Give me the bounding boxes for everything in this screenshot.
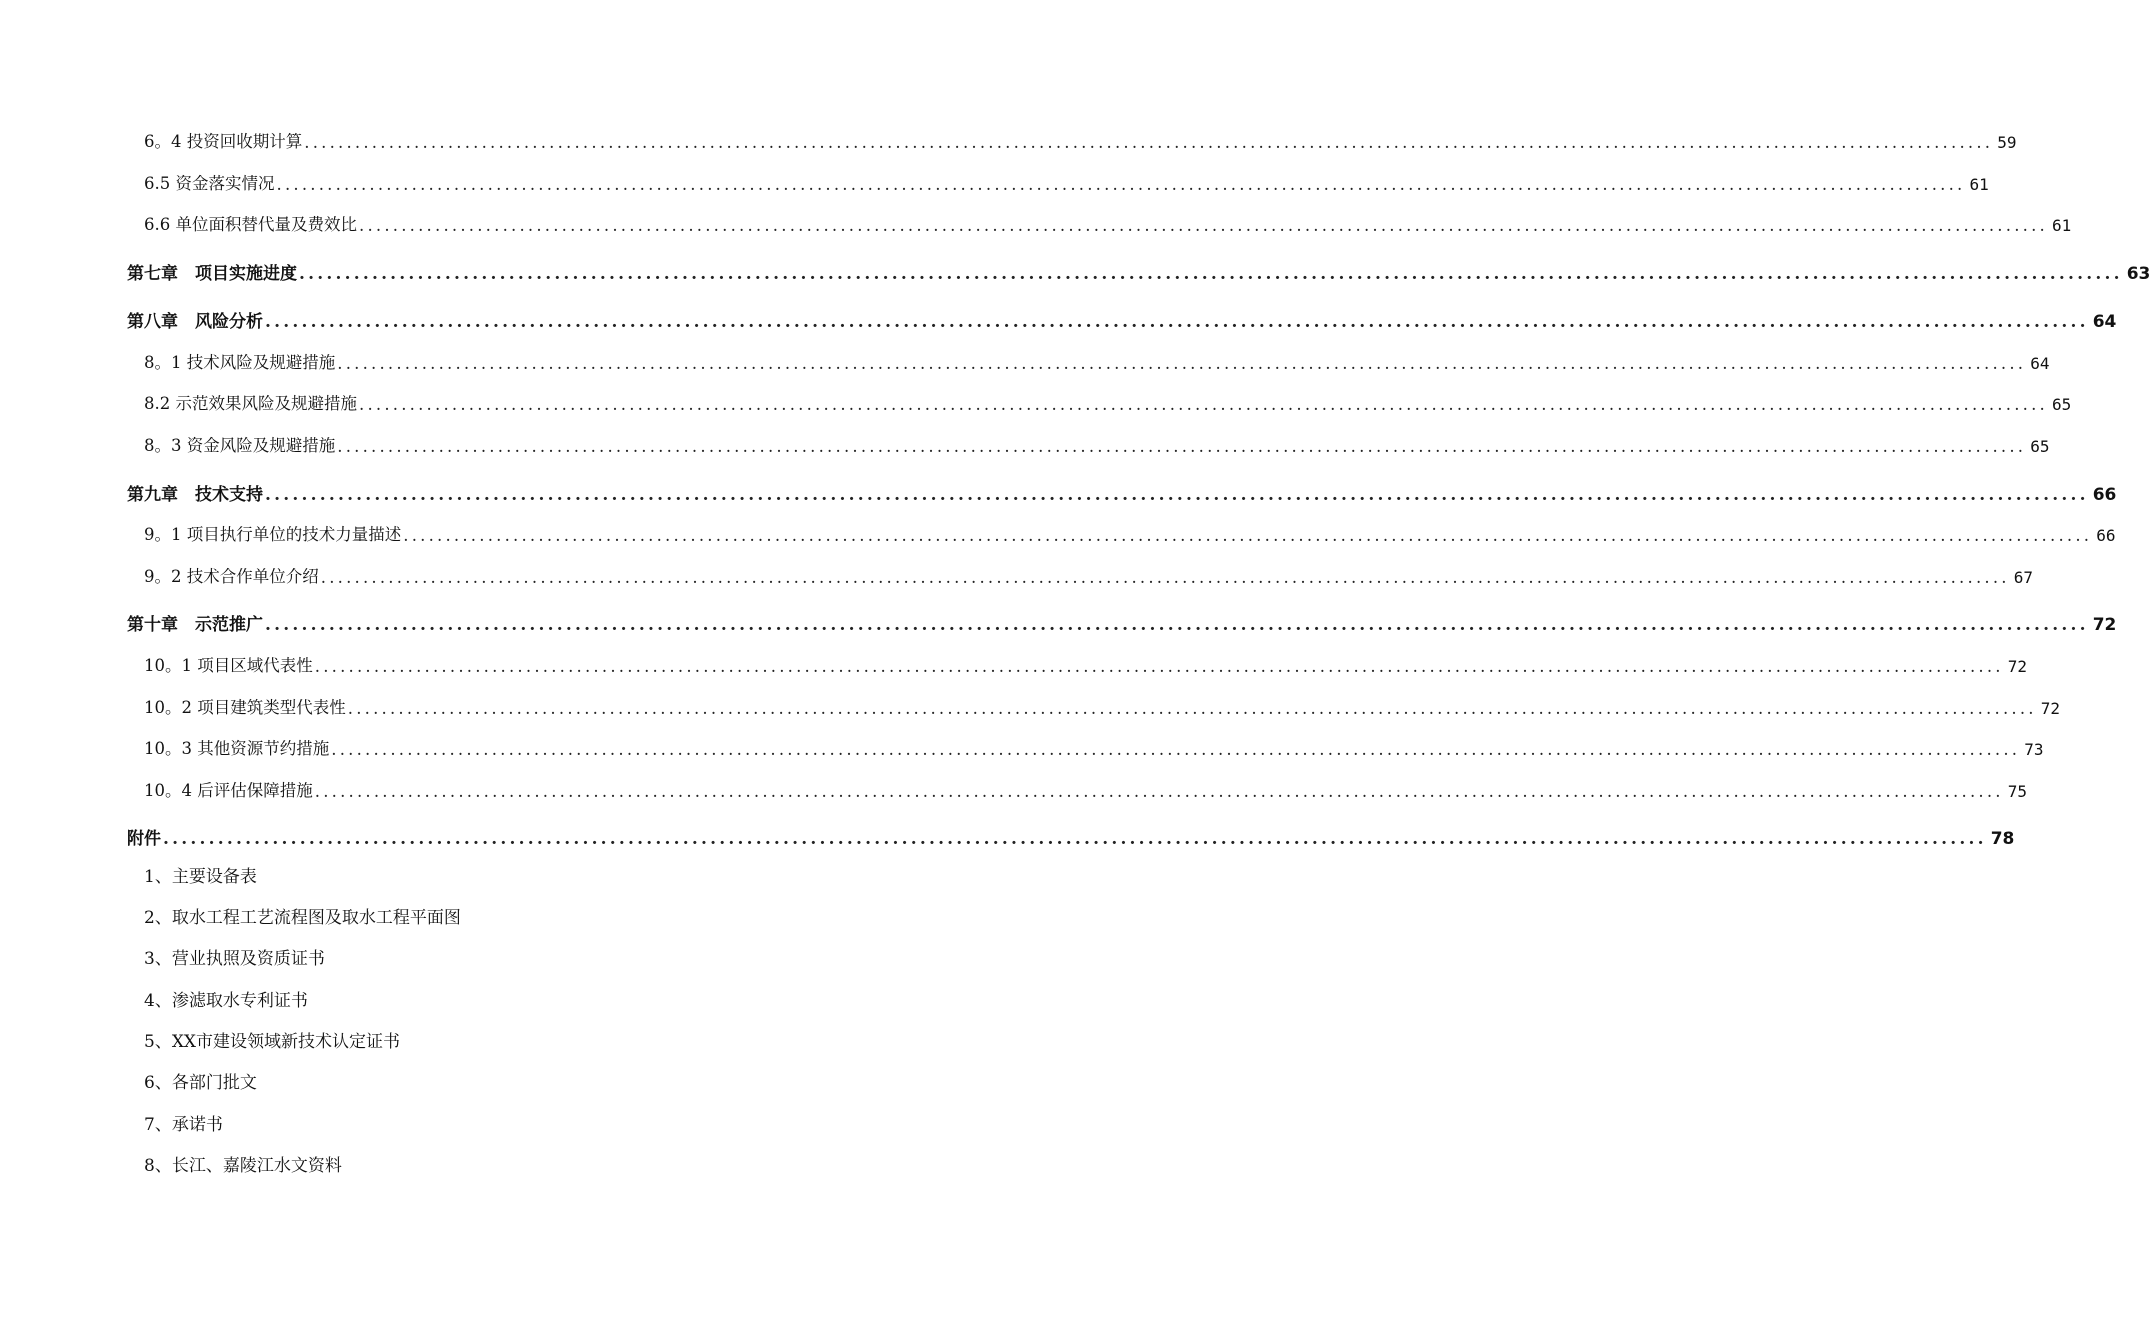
toc-entry-6-5[interactable] xyxy=(144,166,1989,194)
toc-chapter-9[interactable] xyxy=(127,477,2117,505)
dot-leader: ........................................................................................................................................................................................................ xyxy=(299,264,2123,284)
toc-entry-6-6[interactable] xyxy=(144,207,2072,235)
dot-leader: ........................................................................................................................................................................................................ xyxy=(337,354,2027,373)
toc-entry-9-1[interactable] xyxy=(144,517,2116,545)
dot-leader: ........................................................................................................................................................................................................ xyxy=(314,782,2004,801)
toc-entry-page: 66 xyxy=(2096,526,2116,545)
toc-entry-title: 第九章 技术支持 xyxy=(127,485,263,505)
toc-entry-title: 9。2 技术合作单位介绍 xyxy=(144,567,319,586)
toc-entry-title: 第十章 示范推广 xyxy=(127,615,263,635)
toc-entry-8-1[interactable] xyxy=(144,345,2050,373)
dot-leader: ........................................................................................................................................................................................................ xyxy=(403,526,2093,545)
toc-entry-page: 73 xyxy=(2024,740,2044,759)
toc-entry-page: 67 xyxy=(2013,568,2033,587)
toc-entry-page: 78 xyxy=(1990,829,2015,849)
appendix-item: 6、各部门批文 xyxy=(144,1073,257,1093)
dot-leader: ........................................................................................................................................................................................................ xyxy=(331,740,2021,759)
toc-entry-10-3[interactable] xyxy=(144,731,2044,759)
dot-leader: ........................................................................................................................................................................................................ xyxy=(347,699,2037,718)
toc-entry-title: 9。1 项目执行单位的技术力量描述 xyxy=(144,525,402,544)
toc-chapter-7[interactable] xyxy=(127,256,2150,284)
appendix-item: 3、营业执照及资质证书 xyxy=(144,949,325,969)
toc-appendix[interactable] xyxy=(127,821,2015,849)
toc-chapter-8[interactable] xyxy=(127,304,2117,332)
toc-entry-page: 64 xyxy=(2092,312,2117,332)
toc-entry-page: 65 xyxy=(2030,437,2050,456)
toc-entry-page: 72 xyxy=(2007,657,2027,676)
toc-entry-page: 72 xyxy=(2092,615,2117,635)
toc-entry-title: 10。1 项目区域代表性 xyxy=(144,656,313,675)
dot-leader: ........................................................................................................................................................................................................ xyxy=(265,312,2089,332)
toc-entry-page: 65 xyxy=(2051,395,2072,414)
toc-entry-10-2[interactable] xyxy=(144,690,2060,718)
toc-entry-page: 61 xyxy=(1969,175,1989,194)
toc-entry-9-2[interactable] xyxy=(144,559,2033,587)
appendix-item: 1、主要设备表 xyxy=(144,867,257,887)
appendix-item: 7、承诺书 xyxy=(144,1115,223,1135)
toc-entry-title: 10。3 其他资源节约措施 xyxy=(144,739,330,758)
toc-entry-title: 6.6 单位面积替代量及费效比 xyxy=(144,215,357,234)
dot-leader: ........................................................................................................................................................................................................ xyxy=(359,395,2048,414)
dot-leader: ........................................................................................................................................................................................................ xyxy=(265,485,2089,505)
toc-entry-8-3[interactable] xyxy=(144,428,2050,456)
dot-leader: ........................................................................................................................................................................................................ xyxy=(163,829,1987,849)
toc-entry-title: 6。4 投资回收期计算 xyxy=(144,132,303,151)
appendix-item: 5、XX市建设领域新技术认定证书 xyxy=(144,1032,401,1052)
dot-leader: ........................................................................................................................................................................................................ xyxy=(359,216,2048,235)
toc-entry-title: 10。2 项目建筑类型代表性 xyxy=(144,698,346,717)
toc-entry-6-4[interactable] xyxy=(144,124,2017,152)
dot-leader: ........................................................................................................................................................................................................ xyxy=(314,657,2004,676)
toc-chapter-10[interactable] xyxy=(127,607,2117,635)
toc-entry-title: 第七章 项目实施进度 xyxy=(127,264,297,284)
dot-leader: ........................................................................................................................................................................................................ xyxy=(276,175,1966,194)
toc-entry-title: 第八章 风险分析 xyxy=(127,312,263,332)
toc-entry-8-2[interactable] xyxy=(144,386,2072,414)
toc-entry-10-1[interactable] xyxy=(144,648,2027,676)
toc-entry-title: 10。4 后评估保障措施 xyxy=(144,781,313,800)
toc-entry-title: 8。3 资金风险及规避措施 xyxy=(144,436,336,455)
dot-leader: ........................................................................................................................................................................................................ xyxy=(320,568,2010,587)
appendix-item: 4、渗滤取水专利证书 xyxy=(144,991,308,1011)
toc-entry-title: 8.2 示范效果风险及规避措施 xyxy=(144,394,357,413)
toc-entry-page: 61 xyxy=(2051,216,2072,235)
toc-entry-page: 72 xyxy=(2040,699,2060,718)
appendix-item: 2、取水工程工艺流程图及取水工程平面图 xyxy=(144,908,461,928)
toc-entry-title: 附件 xyxy=(127,829,161,849)
toc-entry-10-4[interactable] xyxy=(144,773,2027,801)
dot-leader: ........................................................................................................................................................................................................ xyxy=(337,437,2027,456)
dot-leader: ........................................................................................................................................................................................................ xyxy=(304,133,1994,152)
dot-leader: ........................................................................................................................................................................................................ xyxy=(265,615,2089,635)
toc-entry-page: 75 xyxy=(2007,782,2027,801)
appendix-item: 8、长江、嘉陵江水文资料 xyxy=(144,1156,342,1176)
toc-entry-page: 59 xyxy=(1997,133,2017,152)
toc-entry-page: 66 xyxy=(2092,485,2117,505)
toc-entry-title: 8。1 技术风险及规避措施 xyxy=(144,353,336,372)
toc-entry-page: 64 xyxy=(2030,354,2050,373)
toc-entry-page: 63 xyxy=(2126,264,2150,284)
toc-entry-title: 6.5 资金落实情况 xyxy=(144,174,275,193)
